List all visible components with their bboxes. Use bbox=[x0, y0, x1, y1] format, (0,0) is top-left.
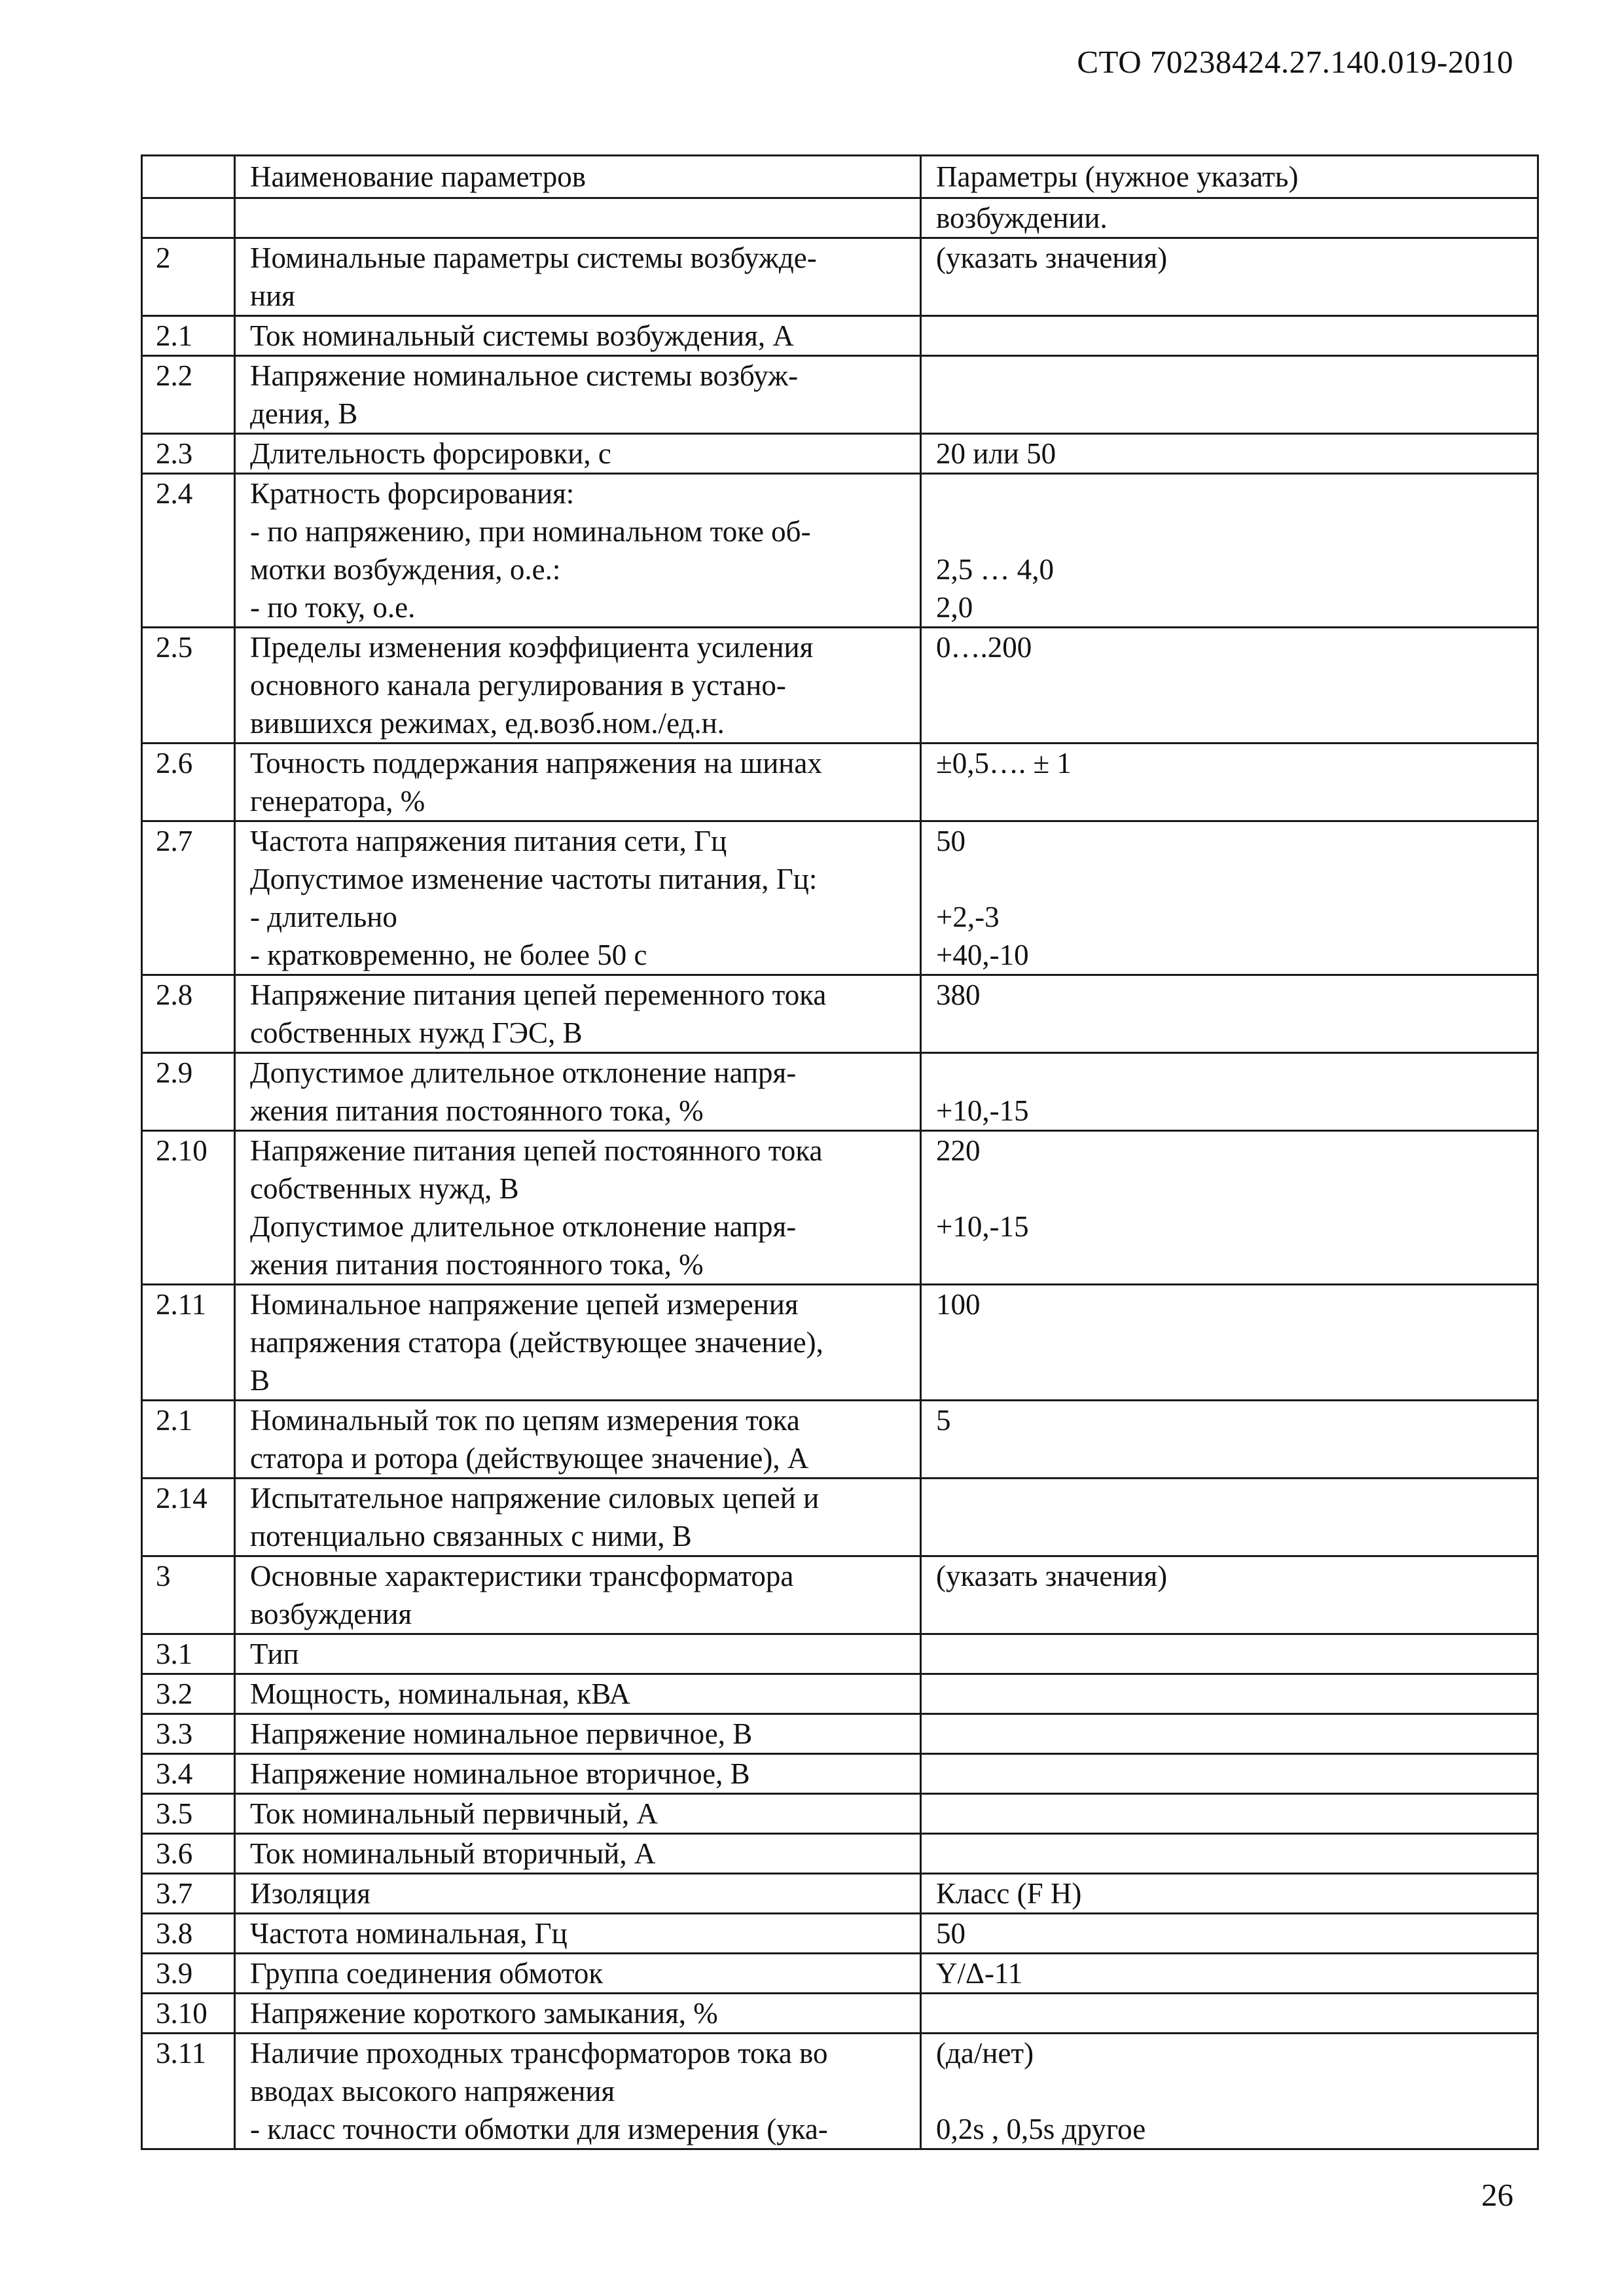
table-row bbox=[142, 316, 1538, 356]
row-number bbox=[142, 975, 235, 1053]
parameter-value-line: +2,-3 bbox=[936, 901, 1000, 933]
header-number bbox=[142, 156, 235, 198]
parameter-value-line bbox=[936, 317, 1529, 355]
row-number bbox=[142, 1634, 235, 1674]
parameter-name bbox=[235, 1401, 921, 1479]
parameter-name bbox=[235, 1556, 921, 1634]
parameter-name-line: Номинальное напряжение цепей измерения bbox=[250, 1288, 799, 1321]
parameter-value-line: 50 bbox=[936, 1917, 965, 1950]
parameter-value-line: 220 bbox=[936, 1134, 981, 1167]
parameter-value-line bbox=[936, 1675, 1529, 1713]
parameter-value bbox=[921, 1285, 1538, 1401]
parameter-value bbox=[921, 1914, 1538, 1954]
parameter-name bbox=[235, 1994, 921, 2034]
parameter-value bbox=[921, 1131, 1538, 1285]
row-number bbox=[142, 1479, 235, 1556]
row-number-text: 2.4 bbox=[156, 477, 193, 510]
parameter-value bbox=[921, 1754, 1538, 1794]
parameter-name bbox=[235, 2034, 921, 2149]
table-row bbox=[142, 1053, 1538, 1131]
parameter-name-line: Ток номинальный первичный, А bbox=[250, 1797, 658, 1830]
row-number-text: 3.8 bbox=[156, 1917, 193, 1950]
table-row bbox=[142, 238, 1538, 316]
parameter-name-line: собственных нужд ГЭС, В bbox=[250, 1016, 583, 1049]
row-number bbox=[142, 1556, 235, 1634]
table-row bbox=[142, 1834, 1538, 1874]
parameter-name-line: Группа соединения обмоток bbox=[250, 1957, 604, 1990]
parameter-name-line: - кратковременно, не более 50 с bbox=[250, 939, 647, 971]
parameter-name-line: дения, В bbox=[250, 397, 358, 430]
parameter-name-line: Напряжение номинальное первичное, В bbox=[250, 1717, 753, 1750]
parameter-name-line: Частота напряжения питания сети, Гц bbox=[250, 825, 727, 857]
parameter-name bbox=[235, 1954, 921, 1994]
table-row bbox=[142, 1674, 1538, 1714]
parameter-value-line: +40,-10 bbox=[936, 939, 1029, 971]
parameter-name bbox=[235, 1714, 921, 1754]
row-number bbox=[142, 356, 235, 434]
table-row bbox=[142, 1285, 1538, 1401]
parameter-value-line: 5 bbox=[936, 1404, 951, 1437]
table-row bbox=[142, 821, 1538, 975]
row-number bbox=[142, 1874, 235, 1914]
row-number-text: 3 bbox=[156, 1560, 171, 1592]
parameter-name bbox=[235, 1479, 921, 1556]
table-row bbox=[142, 198, 1538, 238]
parameter-value bbox=[921, 744, 1538, 821]
parameter-value-line bbox=[936, 1795, 1529, 1833]
row-number-text: 2.8 bbox=[156, 978, 193, 1011]
row-number-text: 3.7 bbox=[156, 1877, 193, 1910]
parameter-value-line: (указать значения) bbox=[936, 1560, 1168, 1592]
row-number bbox=[142, 1954, 235, 1994]
row-number-text: 2.3 bbox=[156, 437, 193, 470]
row-number-text: 2.2 bbox=[156, 359, 193, 392]
parameter-name bbox=[235, 1131, 921, 1285]
parameter-name-line: возбуждения bbox=[250, 1598, 412, 1630]
row-number-text: 2.6 bbox=[156, 747, 193, 780]
row-number-text: 2.5 bbox=[156, 631, 193, 664]
parameter-value-line: 380 bbox=[936, 978, 981, 1011]
parameter-name-line: Напряжение питания цепей переменного тока bbox=[250, 978, 827, 1011]
parameter-value bbox=[921, 434, 1538, 474]
parameter-name-line: Номинальный ток по цепям измерения тока bbox=[250, 1404, 800, 1437]
parameter-name bbox=[235, 356, 921, 434]
parameter-name-line: - класс точности обмотки для измерения (ука- bbox=[250, 2113, 828, 2145]
parameter-name-line: собственных нужд, В bbox=[250, 1172, 519, 1205]
parameter-value bbox=[921, 2034, 1538, 2149]
parameter-value-line: 20 или 50 bbox=[936, 437, 1056, 470]
parameter-value-line: 2,0 bbox=[936, 591, 973, 624]
row-number bbox=[142, 1834, 235, 1874]
row-number bbox=[142, 1053, 235, 1131]
parameter-name bbox=[235, 316, 921, 356]
parameter-value-line bbox=[936, 1715, 1529, 1753]
parameter-value-line bbox=[936, 1755, 1529, 1793]
parameter-name bbox=[235, 1834, 921, 1874]
parameter-value-line bbox=[936, 1635, 1529, 1673]
table-header-row bbox=[142, 156, 1538, 198]
parameter-name bbox=[235, 1053, 921, 1131]
header-parameter-value: Параметры (нужное указать) bbox=[921, 156, 1538, 198]
table-row bbox=[142, 356, 1538, 434]
parameter-name-line: мотки возбуждения, о.е.: bbox=[250, 553, 561, 586]
parameter-name-line: генератора, % bbox=[250, 785, 425, 817]
parameter-value-line bbox=[936, 1170, 1529, 1208]
parameter-value-line: 100 bbox=[936, 1288, 981, 1321]
parameter-value-line bbox=[936, 1054, 1529, 1092]
parameter-value-line bbox=[936, 860, 1529, 898]
row-number bbox=[142, 1401, 235, 1479]
parameter-name bbox=[235, 434, 921, 474]
row-number bbox=[142, 1794, 235, 1834]
parameter-name-line: Испытательное напряжение силовых цепей и bbox=[250, 1482, 820, 1515]
row-number bbox=[142, 238, 235, 316]
document-code: СТО 70238424.27.140.019-2010 bbox=[1077, 44, 1513, 80]
parameter-value-line: 0,2s , 0,5s другое bbox=[936, 2113, 1146, 2145]
parameter-value bbox=[921, 1834, 1538, 1874]
table-row bbox=[142, 1131, 1538, 1285]
row-number bbox=[142, 474, 235, 628]
parameter-value-line: 50 bbox=[936, 825, 965, 857]
parameter-name-line: Допустимое изменение частоты питания, Гц: bbox=[250, 863, 818, 895]
parameter-name-line: - длительно bbox=[250, 901, 397, 933]
parameter-value-line: +10,-15 bbox=[936, 1094, 1029, 1127]
parameter-value-line bbox=[936, 1835, 1529, 1873]
table-row bbox=[142, 1556, 1538, 1634]
table-row bbox=[142, 1754, 1538, 1794]
parameter-value bbox=[921, 821, 1538, 975]
row-number-text: 3.1 bbox=[156, 1638, 193, 1670]
parameter-name bbox=[235, 1754, 921, 1794]
parameter-name bbox=[235, 628, 921, 744]
row-number bbox=[142, 434, 235, 474]
row-number bbox=[142, 1131, 235, 1285]
row-number-text: 2.1 bbox=[156, 319, 193, 352]
parameter-name bbox=[235, 1674, 921, 1714]
table-row bbox=[142, 1954, 1538, 1994]
parameter-value-line bbox=[936, 1479, 1529, 1517]
parameter-name bbox=[235, 744, 921, 821]
parameter-value-line bbox=[936, 357, 1529, 395]
row-number-text: 3.3 bbox=[156, 1717, 193, 1750]
parameter-name-line: Изоляция bbox=[250, 1877, 370, 1910]
parameter-value bbox=[921, 356, 1538, 434]
parameter-value bbox=[921, 1874, 1538, 1914]
table-row bbox=[142, 434, 1538, 474]
parameter-name-line: Пределы изменения коэффициента усиления bbox=[250, 631, 814, 664]
parameter-value-line: Класс (F H) bbox=[936, 1877, 1082, 1910]
parameter-name-line: Напряжение короткого замыкания, % bbox=[250, 1997, 718, 2030]
row-number-text bbox=[156, 199, 226, 237]
parameter-value-line bbox=[936, 2072, 1529, 2110]
row-number bbox=[142, 628, 235, 744]
parameter-name-line: вившихся режимах, ед.возб.ном./ед.н. bbox=[250, 707, 725, 740]
parameter-name-line: Основные характеристики трансформатора bbox=[250, 1560, 794, 1592]
row-number-text: 2.1 bbox=[156, 1404, 193, 1437]
parameter-value-line bbox=[936, 475, 1529, 512]
parameter-value bbox=[921, 1401, 1538, 1479]
parameter-name-line: Мощность, номинальная, кВА bbox=[250, 1677, 630, 1710]
table-row bbox=[142, 628, 1538, 744]
parameter-value bbox=[921, 1556, 1538, 1634]
parameter-name-line: ния bbox=[250, 279, 295, 312]
parameter-name-line bbox=[250, 199, 912, 237]
table-row bbox=[142, 1914, 1538, 1954]
parameter-name-line: статора и ротора (действующее значение), А bbox=[250, 1442, 809, 1475]
header-parameter-name: Наименование параметров bbox=[235, 156, 921, 198]
row-number-text: 2.10 bbox=[156, 1134, 208, 1167]
row-number-text: 3.4 bbox=[156, 1757, 193, 1790]
parameter-name bbox=[235, 1634, 921, 1674]
parameter-value bbox=[921, 1954, 1538, 1994]
table-row bbox=[142, 1634, 1538, 1674]
parameter-value bbox=[921, 1053, 1538, 1131]
parameter-name bbox=[235, 1914, 921, 1954]
row-number bbox=[142, 1994, 235, 2034]
row-number-text: 2.14 bbox=[156, 1482, 208, 1515]
row-number bbox=[142, 744, 235, 821]
parameter-name-line: Кратность форсирования: bbox=[250, 477, 575, 510]
parameter-name-line: Точность поддержания напряжения на шинах bbox=[250, 747, 822, 780]
parameter-name-line: Номинальные параметры системы возбужде- bbox=[250, 242, 817, 274]
row-number-text: 3.10 bbox=[156, 1997, 208, 2030]
table-row bbox=[142, 1794, 1538, 1834]
parameter-value-line: +10,-15 bbox=[936, 1210, 1029, 1243]
parameter-name-line: вводах высокого напряжения bbox=[250, 2075, 615, 2108]
row-number-text: 3.2 bbox=[156, 1677, 193, 1710]
parameter-name-line: Напряжение номинальное вторичное, В bbox=[250, 1757, 750, 1790]
parameter-name-line: В bbox=[250, 1364, 270, 1397]
table-row bbox=[142, 1401, 1538, 1479]
parameter-value-line bbox=[936, 1994, 1529, 2032]
parameter-name-line: Напряжение питания цепей постоянного тока bbox=[250, 1134, 823, 1167]
parameter-name-line: напряжения статора (действующее значение), bbox=[250, 1326, 823, 1359]
row-number-text: 3.6 bbox=[156, 1837, 193, 1870]
row-number bbox=[142, 1285, 235, 1401]
parameter-name-line: Длительность форсировки, с bbox=[250, 437, 611, 470]
parameter-value bbox=[921, 474, 1538, 628]
parameter-value-line: (указать значения) bbox=[936, 242, 1168, 274]
parameter-value bbox=[921, 238, 1538, 316]
parameter-value bbox=[921, 1994, 1538, 2034]
parameter-name-line: основного канала регулирования в устано- bbox=[250, 669, 786, 702]
row-number bbox=[142, 316, 235, 356]
parameter-name-line: потенциально связанных с ними, В bbox=[250, 1520, 692, 1552]
table-row bbox=[142, 474, 1538, 628]
parameter-value bbox=[921, 1674, 1538, 1714]
row-number-text: 3.9 bbox=[156, 1957, 193, 1990]
row-number bbox=[142, 1714, 235, 1754]
row-number-text: 3.11 bbox=[156, 2037, 207, 2070]
parameter-name-line: Наличие проходных трансформаторов тока во bbox=[250, 2037, 828, 2070]
parameter-value-line: Y/Δ-11 bbox=[936, 1957, 1023, 1990]
row-number bbox=[142, 821, 235, 975]
parameter-name bbox=[235, 238, 921, 316]
table-row bbox=[142, 1479, 1538, 1556]
row-number-text: 2.9 bbox=[156, 1056, 193, 1089]
parameter-name-line: Частота номинальная, Гц bbox=[250, 1917, 568, 1950]
parameter-name bbox=[235, 198, 921, 238]
parameter-name-line: Ток номинальный системы возбуждения, А bbox=[250, 319, 794, 352]
parameter-name bbox=[235, 1794, 921, 1834]
parameter-name-line: Тип bbox=[250, 1638, 299, 1670]
parameter-value bbox=[921, 975, 1538, 1053]
parameter-name bbox=[235, 975, 921, 1053]
parameter-value bbox=[921, 628, 1538, 744]
parameter-value-line: возбуждении. bbox=[936, 202, 1108, 234]
row-number-text: 2.11 bbox=[156, 1288, 207, 1321]
row-number-text: 2 bbox=[156, 242, 171, 274]
parameter-name-line: Ток номинальный вторичный, А bbox=[250, 1837, 656, 1870]
parameter-value bbox=[921, 1714, 1538, 1754]
table-row bbox=[142, 2034, 1538, 2149]
row-number-text: 3.5 bbox=[156, 1797, 193, 1830]
table-row bbox=[142, 1874, 1538, 1914]
parameter-value-line: 0….200 bbox=[936, 631, 1032, 664]
parameter-name-line: - по напряжению, при номинальном токе об- bbox=[250, 515, 811, 548]
table-row bbox=[142, 744, 1538, 821]
parameter-value-line: ±0,5…. ± 1 bbox=[936, 747, 1072, 780]
row-number bbox=[142, 2034, 235, 2149]
parameter-name-line: Допустимое длительное отклонение напря- bbox=[250, 1210, 797, 1243]
parameter-value-line: (да/нет) bbox=[936, 2037, 1034, 2070]
parameter-name bbox=[235, 1874, 921, 1914]
parameter-value-line: 2,5 … 4,0 bbox=[936, 553, 1054, 586]
row-number-text: 2.7 bbox=[156, 825, 193, 857]
parameter-name-line: жения питания постоянного тока, % bbox=[250, 1094, 704, 1127]
parameter-name bbox=[235, 821, 921, 975]
parameter-name bbox=[235, 474, 921, 628]
parameter-name-line: Допустимое длительное отклонение напря- bbox=[250, 1056, 797, 1089]
parameter-value bbox=[921, 1634, 1538, 1674]
parameter-name-line: жения питания постоянного тока, % bbox=[250, 1248, 704, 1281]
row-number bbox=[142, 1754, 235, 1794]
row-number bbox=[142, 1674, 235, 1714]
parameter-value bbox=[921, 198, 1538, 238]
row-number bbox=[142, 198, 235, 238]
table-row bbox=[142, 1994, 1538, 2034]
parameter-value-line bbox=[936, 512, 1529, 550]
page-number: 26 bbox=[1481, 2177, 1513, 2213]
parameter-name-line: Напряжение номинальное системы возбуж- bbox=[250, 359, 799, 392]
table-row bbox=[142, 1714, 1538, 1754]
parameter-value bbox=[921, 316, 1538, 356]
parameter-value bbox=[921, 1794, 1538, 1834]
parameters-table bbox=[141, 154, 1539, 2150]
row-number bbox=[142, 1914, 235, 1954]
parameter-name-line: - по току, о.е. bbox=[250, 591, 416, 624]
table-row bbox=[142, 975, 1538, 1053]
parameter-name bbox=[235, 1285, 921, 1401]
parameter-value bbox=[921, 1479, 1538, 1556]
